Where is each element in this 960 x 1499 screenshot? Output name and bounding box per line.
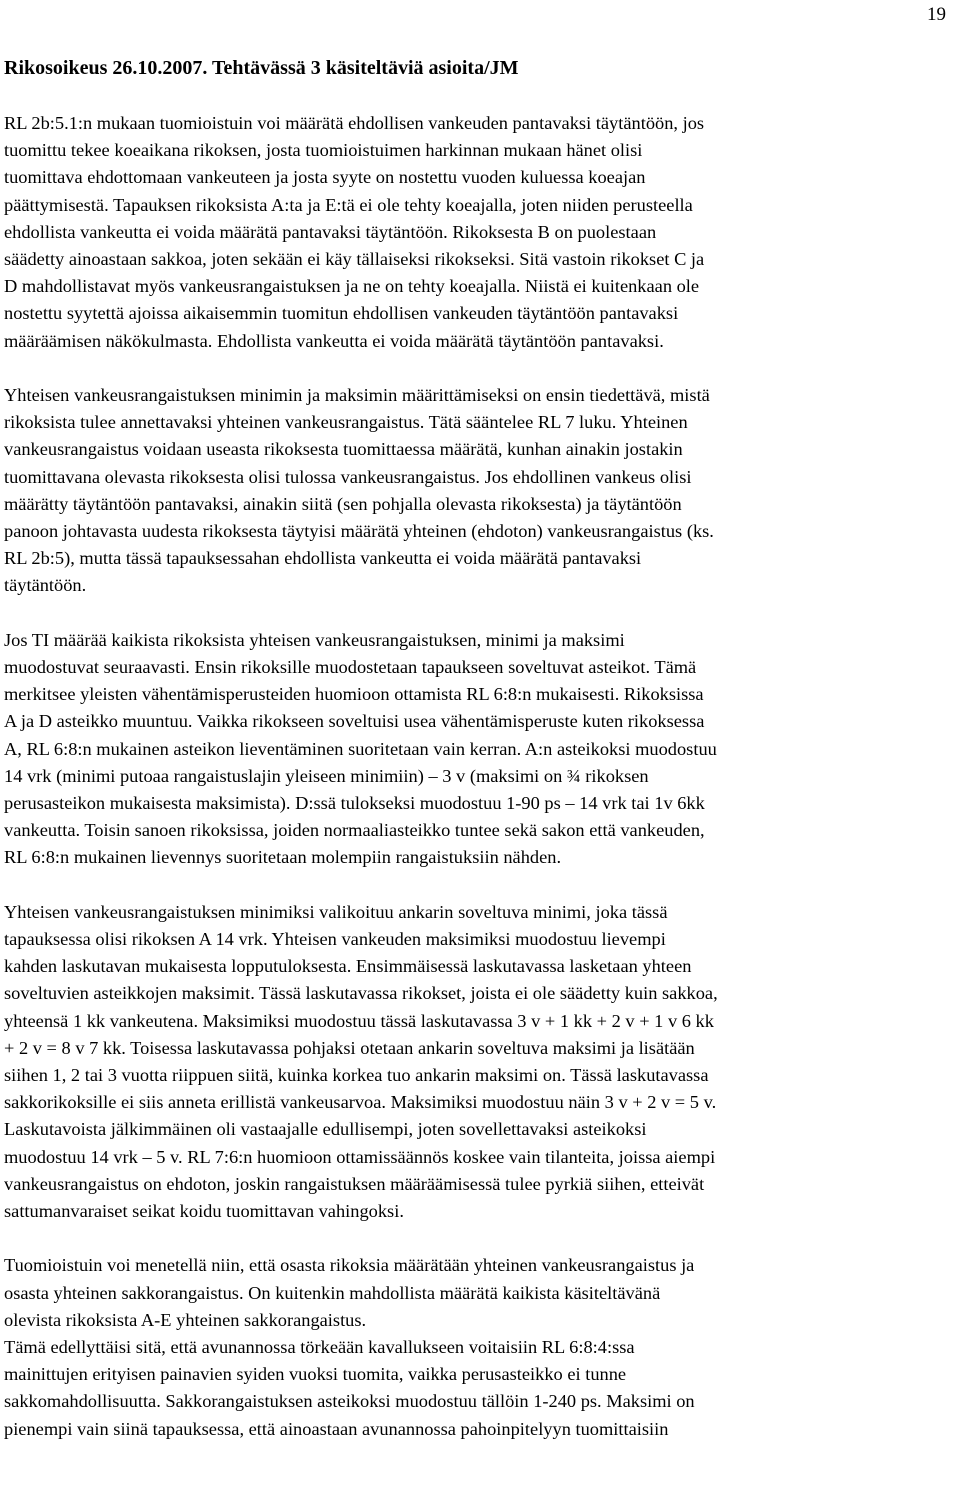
text-line: RL 6:8:n mukainen lievennys suoritetaan molempiin rangaistuksiin nähden. bbox=[4, 847, 562, 868]
text-line: sakkomahdollisuutta. Sakkorangaistuksen asteikoksi muodostuu tällöin 1-240 ps. Maksimi on bbox=[4, 1391, 695, 1412]
text-line: sattumanvaraiset seikat koidu tuomittavan vahingoksi. bbox=[4, 1201, 404, 1222]
text-line: nostettu syytettä ajoissa aikaisemmin tuomitun ehdollisen vankeuden täytäntöön pantavaksi bbox=[4, 303, 679, 324]
text-line: osasta yhteinen sakkorangaistus. On kuitenkin mahdollista määrätä kaikista käsiteltävänä bbox=[4, 1282, 661, 1303]
text-line: täytäntöön. bbox=[4, 575, 87, 596]
text-line: mainittujen erityisen painavien syiden vuoksi tuomita, vaikka perusasteikko ei tunne bbox=[4, 1364, 627, 1385]
text-line: rikoksista tulee annettavaksi yhteinen vankeusrangaistus. Tätä sääntelee RL 7 luku. Yhteinen bbox=[4, 412, 688, 433]
text-line: vankeusrangaistus voidaan useasta rikoksesta tuomittaessa määrätä, kunhan ainakin jostakin bbox=[4, 439, 683, 460]
text-line: siihen 1, 2 tai 3 vuotta riippuen siitä, kuinka korkea tuo ankarin maksimi on. Tässä laskutavassa bbox=[4, 1065, 709, 1086]
page-number: 19 bbox=[927, 4, 946, 25]
text-line: D mahdollistavat myös vankeusrangaistuksen ja ne on tehty koeajalla. Niistä ei kuitenkaan ole bbox=[4, 276, 700, 297]
text-line: Jos TI määrää kaikista rikoksista yhteisen vankeusrangaistuksen, minimi ja maksimi bbox=[4, 629, 625, 650]
text-line: vankeusrangaistus on ehdoton, joskin rangaistuksen määräämisessä tulee pyrkiä siihen, etteivät bbox=[4, 1173, 705, 1194]
text-line: ehdollista vankeutta ei voida määrätä pantavaksi täytäntöön. Rikoksesta B on puolestaan bbox=[4, 221, 657, 242]
text-line: määräämisen näkökulmasta. Ehdollista vankeutta ei voida määrätä täytäntöön pantavaksi. bbox=[4, 330, 664, 351]
paragraph-6 bbox=[4, 1334, 954, 1443]
text-line: Yhteisen vankeusrangaistuksen minimiksi valikoituu ankarin soveltuva minimi, joka tässä bbox=[4, 901, 668, 922]
text-line: perusasteikon mukaisesta maksimista). D:ssä tulokseksi muodostuu 1-90 ps – 14 vrk tai 1v 6kk bbox=[4, 793, 705, 814]
text-line: Tämä edellyttäisi sitä, että avunannossa törkeään kavallukseen voitaisiin RL 6:8:4:ssa bbox=[4, 1337, 635, 1358]
text-line: RL 2b:5), mutta tässä tapauksessahan ehdollista vankeutta ei voida määrätä pantavaksi bbox=[4, 548, 642, 569]
paragraph-5 bbox=[4, 1252, 954, 1334]
text-line: muodostuu 14 vrk – 5 v. RL 7:6:n huomioon ottamissäännös koskee vain tilanteita, joissa aiempi bbox=[4, 1146, 716, 1167]
text-line: A, RL 6:8:n mukainen asteikon lieventäminen suoritetaan vain kerran. A:n asteikoksi muodostuu bbox=[4, 738, 717, 759]
text-line: pienempi vain siinä tapauksessa, että ainoastaan avunannossa pahoinpitelyyn tuomittaisiin bbox=[4, 1418, 669, 1439]
paragraph-1 bbox=[4, 110, 954, 355]
text-line: sakkorikoksille ei siis anneta erillistä vankeusarvoa. Maksimiksi muodostuu näin 3 v + 2 v = 5 v. bbox=[4, 1092, 717, 1113]
document-heading: Rikosoikeus 26.10.2007. Tehtävässä 3 käsiteltäviä asioita/JM bbox=[4, 57, 519, 79]
text-line: + 2 v = 8 v 7 kk. Toisessa laskutavassa pohjaksi otetaan ankarin soveltuva maksimi ja lisätään bbox=[4, 1037, 695, 1058]
text-line: muodostuvat seuraavasti. Ensin rikoksille muodostetaan tapaukseen soveltuvat asteikot. Tämä bbox=[4, 657, 697, 678]
text-line: Yhteisen vankeusrangaistuksen minimin ja maksimin määrittämiseksi on ensin tiedettävä, mistä bbox=[4, 385, 710, 406]
text-line: soveltuvien asteikkojen maksimit. Tässä laskutavassa rikokset, joista ei ole säädetty kuin sakkoa, bbox=[4, 983, 718, 1004]
document-body bbox=[4, 110, 954, 1443]
text-line: tapauksessa olisi rikoksen A 14 vrk. Yhteisen vankeuden maksimiksi muodostuu lievempi bbox=[4, 929, 666, 950]
paragraph-3 bbox=[4, 627, 954, 872]
text-line: panoon johtavasta uudesta rikoksesta täytyisi määrätä yhteinen (ehdoton) vankeusrangaistus (ks. bbox=[4, 521, 714, 542]
text-line: merkitsee yleisten vähentämisperusteiden huomioon ottamista RL 6:8:n mukaisesti. Rikoksissa bbox=[4, 684, 704, 705]
text-line: kahden laskutavan mukaisesta lopputuloksesta. Ensimmäisessä laskutavassa lasketaan yhteen bbox=[4, 956, 692, 977]
text-line: määrätty täytäntöön pantavaksi, ainakin siitä (sen pohjalla olevasta rikoksesta) ja täytäntöön bbox=[4, 493, 682, 514]
text-line: olevista rikoksista A-E yhteinen sakkorangaistus. bbox=[4, 1309, 367, 1330]
paragraph-4 bbox=[4, 899, 954, 1225]
text-line: tuomittava ehdottomaan vankeuteen ja josta syyte on nostettu vuoden kuluessa koeajan bbox=[4, 167, 646, 188]
text-line: A ja D asteikko muuntuu. Vaikka rikokseen soveltuisi usea vähentämisperuste kuten rikoksessa bbox=[4, 711, 705, 732]
text-line: tuomittavana olevasta rikoksesta olisi tulossa vankeusrangaistus. Jos ehdollinen vankeus olisi bbox=[4, 466, 692, 487]
text-line: yhteensä 1 kk vankeutena. Maksimiksi muodostuu tässä laskutavassa 3 v + 1 kk + 2 v + 1 v 6 kk bbox=[4, 1010, 714, 1031]
text-line: säädetty ainoastaan sakkoa, joten sekään ei käy tällaiseksi rikokseksi. Sitä vastoin rikokset C ja bbox=[4, 249, 705, 270]
text-line: vankeutta. Toisin sanoen rikoksissa, joiden normaaliasteikko tuntee sekä sakon että vankeuden, bbox=[4, 820, 705, 841]
text-line: tuomittu tekee koeaikana rikoksen, josta tuomioistuimen harkinnan mukaan hänet olisi bbox=[4, 140, 643, 161]
text-line: päättymisestä. Tapauksen rikoksista A:ta ja E:tä ei ole tehty koeajalla, joten niiden perusteella bbox=[4, 194, 693, 215]
text-line: 14 vrk (minimi putoaa rangaistuslajin yleiseen minimiin) – 3 v (maksimi on ¾ rikoksen bbox=[4, 765, 649, 786]
text-line: Laskutavoista jälkimmäinen oli vastaajalle edullisempi, joten sovellettavaksi asteikoksi bbox=[4, 1119, 647, 1140]
paragraph-2 bbox=[4, 382, 954, 600]
text-line: RL 2b:5.1:n mukaan tuomioistuin voi määrätä ehdollisen vankeuden pantavaksi täytäntöön, jos bbox=[4, 113, 705, 133]
text-line: Tuomioistuin voi menetellä niin, että osasta rikoksia määrätään yhteinen vankeusrangaistus ja bbox=[4, 1255, 695, 1276]
